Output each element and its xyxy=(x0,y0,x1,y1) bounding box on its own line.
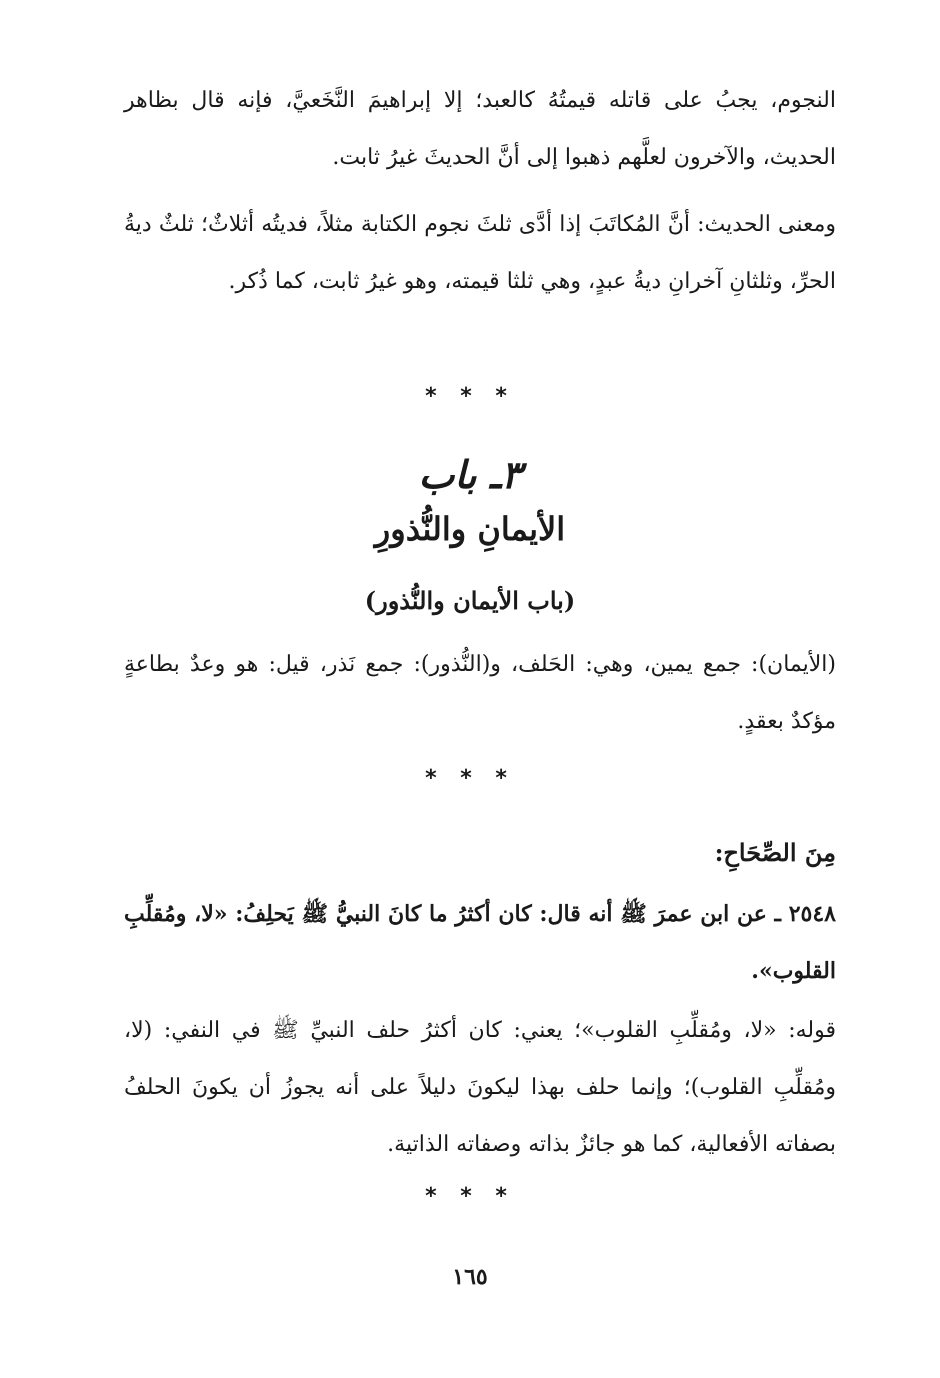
section-separator: * * * xyxy=(425,1184,515,1209)
chapter-subheading: (باب الأيمان والنُّذور) xyxy=(364,586,576,615)
section-separator: * * * xyxy=(425,766,515,791)
chapter-number: ٣ـ باب xyxy=(418,452,522,497)
meaning-paragraph: ومعنى الحديث: أنَّ المُكاتَبَ إذا أدَّى ثلثَ نجوم الكتابة مثلاً، فديتُه أثلاثٌ؛ ثلثٌ ديةُ الحرِّ، وثلثانِ آخرانِ ديةُ عبدٍ، وهي ثلثا قيمته، وهو غيرُ ثابت، كما ذُكر. xyxy=(124,212,836,294)
commentary-paragraph: قوله: «لا، ومُقلِّبِ القلوب»؛ يعني: كان أكثرُ حلف النبيِّ ﷺ في النفي: (لا، ومُقلِّبِ القلوب)؛ وإنما حلف بهذا ليكونَ دليلاً على أنه يجوزُ أن يكونَ الحلفُ بصفاته الأفعالية، كما هو جائزٌ بذاته وصفاته الذاتية. xyxy=(124,1018,836,1157)
hadith-paragraph: ٢٥٤٨ ـ عن ابن عمرَ ﷺ أنه قال: كان أكثرُ ما كانَ النبيُّ ﷺ يَحلِفُ: «لا، ومُقلِّبِ القلوب». xyxy=(124,901,836,984)
section-label: مِنَ الصِّحَاحِ: xyxy=(714,838,836,867)
section-separator: * * * xyxy=(425,384,515,409)
definition-paragraph: (الأيمان): جمع يمين، وهي: الحَلف، و(النُّذور): جمع نَذر، قيل: هو وعدٌ بطاعةٍ مؤكدٌ بعقدٍ. xyxy=(124,652,837,734)
intro-paragraph: النجوم، يجبُ على قاتله قيمتُهُ كالعبد؛ إلا إبراهيمَ النَّخَعيَّ، فإنه قال بظاهر الحديث، والآخرون لعلَّهم ذهبوا إلى أنَّ الحديثَ غيرُ ثابت. xyxy=(124,88,836,170)
page-number: ١٦٥ xyxy=(452,1264,488,1290)
chapter-title: الأيمانِ والنُّذورِ xyxy=(374,510,566,548)
